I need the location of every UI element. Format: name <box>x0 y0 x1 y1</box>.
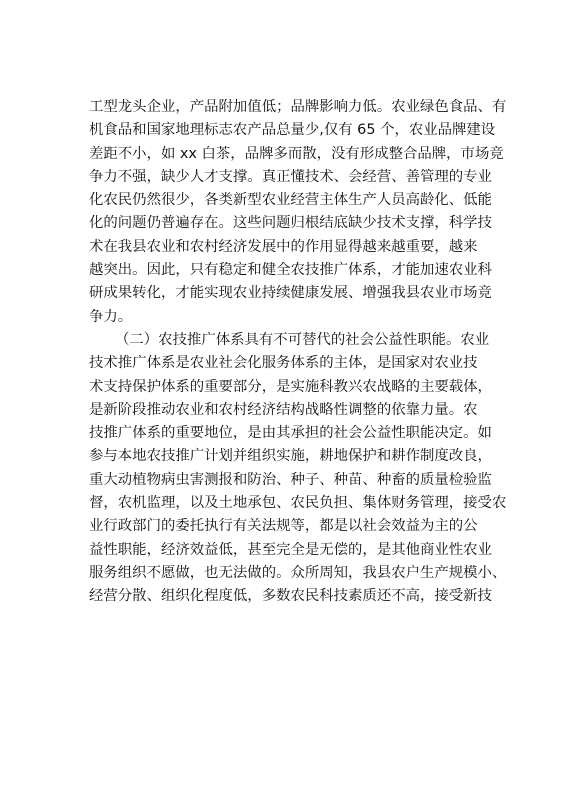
text-line: 机食品和国家地理标志农产品总量少,仅有 65 个，农业品牌建设 <box>89 122 496 139</box>
text-line: 化的问题仍普遍存在。这些问题归根结底缺少技术支撑，科学技 <box>89 215 492 232</box>
text-line: 督，农机监理，以及土地承包、农民负担、集体财务管理，接受农 <box>89 495 507 512</box>
text-line: 化农民仍然很少，各类新型农业经营主体生产人员高龄化、低能 <box>89 192 492 209</box>
text-line: 参与本地农技推广计划并组织实施，耕地保护和耕作制度改良， <box>89 448 492 465</box>
paragraph-2 <box>89 329 507 609</box>
text-line: 研成果转化，才能实现农业持续健康发展、增强我县农业市场竞 <box>89 285 492 302</box>
text-line: 重大动植物病虫害测报和防治、种子、种苗、种畜的质量检验监 <box>89 471 492 488</box>
text-line: 越突出。因此，只有稳定和健全农技推广体系，才能加速农业科 <box>89 262 492 279</box>
text-line: 争力。 <box>89 308 133 325</box>
document-page <box>89 96 507 609</box>
text-line: 争力不强，缺少人才支撑。真正懂技术、会经营、善管理的专业 <box>89 168 492 185</box>
text-line: 是新阶段推动农业和农村经济结构战略性调整的依靠力量。农 <box>89 401 478 418</box>
text-line: 术支持保护体系的重要部分，是实施科教兴农战略的主要载体， <box>89 378 492 395</box>
text-line: 经营分散、组织化程度低，多数农民科技素质还不高，接受新技 <box>89 588 492 605</box>
text-line: 技术推广体系是农业社会化服务体系的主体，是国家对农业技 <box>89 355 478 372</box>
text-line: 术在我县农业和农村经济发展中的作用显得越来越重要，越来 <box>89 238 478 255</box>
text-line: 工型龙头企业，产品附加值低；品牌影响力低。农业绿色食品、有 <box>89 99 507 115</box>
paragraph-1 <box>89 96 507 329</box>
text-line: 业行政部门的委托执行有关法规等，都是以社会效益为主的公 <box>89 518 478 535</box>
text-line: 益性职能，经济效益低，甚至完全是无偿的，是其他商业性农业 <box>89 541 492 558</box>
text-line: 服务组织不愿做，也无法做的。众所周知，我县农户生产规模小、 <box>89 564 507 581</box>
text-line: 差距不小，如 xx 白茶，品牌多而散，没有形成整合品牌，市场竞 <box>89 145 504 162</box>
text-line: 技推广体系的重要地位，是由其承担的社会公益性职能决定。如 <box>89 425 492 442</box>
text-line-indented: （二）农技推广体系具有不可替代的社会公益性职能。农业 <box>115 331 490 348</box>
